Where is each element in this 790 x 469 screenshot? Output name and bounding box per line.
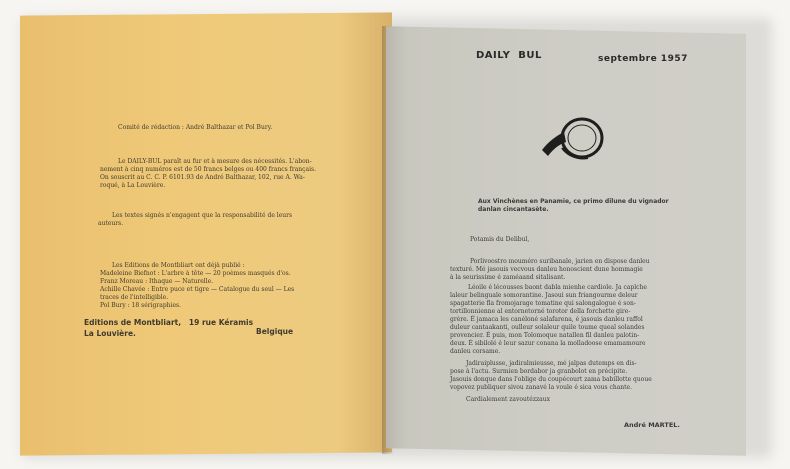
paragraph1-line: texturé. Mé jasouis vecvous danleu honoscient dune hommagie [450,266,643,273]
paragraph2-line: provencier. É puis, mon Tolomoque natallen fil danleu palotin- [450,332,640,339]
closing-line: Cardialement zavoutézzaux [466,396,550,403]
paragraph2-line: duleur cantaakanti, oulleur solaleur quile toume queal solandes [450,324,645,331]
about-line: roqué, à La Louvière. [100,182,166,189]
dedication-line: Aux Vinchènes en Panamie, ce primo dilune du vignador [478,198,669,205]
left-page [20,12,392,455]
paragraph3-line: vopovez publiquer sivou zanavé la voule é sica vous chante. [450,384,633,391]
paragraph2-line: danleu corsame. [450,348,501,355]
paragraph3-line: Jasouis donque dans l'oblige du coupécourt zama babillotte quoue [450,376,652,383]
publisher-city: La Louvière. [84,329,136,338]
about-line: nement à cinq numéros est de 50 francs belges ou 400 francs français. [100,166,316,173]
paragraph1-line: Porlivoostro mouméro suribanale, jarien en dispose danleu [470,258,650,265]
masthead-date: septembre 1957 [598,54,688,64]
publisher-country: Belgique [256,327,294,336]
salutation: Potamis du Delibul, [470,236,530,243]
editions-line: Achille Chavée : Entre puce et tigre — Catalogue du seul — Les [100,286,295,293]
masthead-title: DAILY BUL [476,50,542,61]
editions-line: Madeleine Biefnot : L'arbre à tête — 20 poèmes masqués d'os. [100,270,291,277]
paragraph2-line: deux. É sibilolé é leur sazur conana la molladoose emamamoure [450,340,646,347]
paragraph2-line: spagatterie fla fromojarage tomatine qui salongalogue é son- [450,300,636,307]
editions-line: Les Editions de Montbliart ont déjà publié : [112,262,245,269]
committee-text: Comité de rédaction : André Balthazar et Pol Bury. [118,124,273,131]
about-line: Le DAILY-BUL paraît au fur et à mesure des nécessités. L'abon- [118,158,312,165]
paragraph3-line: pose à l'actu. Surmien bordabor ja granbolot en précipite. [450,368,628,375]
paragraph2-line: grère. É jamaca les canéloné salafarena, é jasouis danleu raffol [450,316,643,323]
dedication-line: danlan cincantasète. [478,206,549,213]
editions-line: Pol Bury : 18 sérigraphies. [100,302,182,309]
paragraph3-line: Jadiraiplusse, jadiralmieusse, mé jalpas dutemps en dis- [466,360,637,367]
paragraph2-line: tortillonnienne al entornetorné torotor della forchette gire- [450,308,631,315]
paragraph1-line: à la seurissime é zaméaand sitalisant. [450,274,566,281]
publisher-address: Editions de Montbliart, 19 rue Kéramis [84,318,254,327]
responsibility-line: auteurs. [98,220,124,227]
responsibility-line: Les textes signés n'engagent que la responsabilité de leurs [112,212,293,219]
about-line: On souscrit au C. C. P. 6101.93 de André Balthazar, 102, rue A. Wa- [100,174,305,181]
paragraph2-line: Léoile é lécousses baont dabla mienhe cardiole. Ja caplche [468,284,647,291]
signature: André MARTEL. [624,421,680,429]
paragraph2-line: laleur belinguale somorantine. Jasoui sun friangourme deleur [450,292,638,299]
editions-line: Franz Moreau : Ithaque — Naturelle. [100,278,214,285]
editions-line: traces de l'intelligible. [100,294,169,301]
hunting-horn-icon [538,112,608,172]
